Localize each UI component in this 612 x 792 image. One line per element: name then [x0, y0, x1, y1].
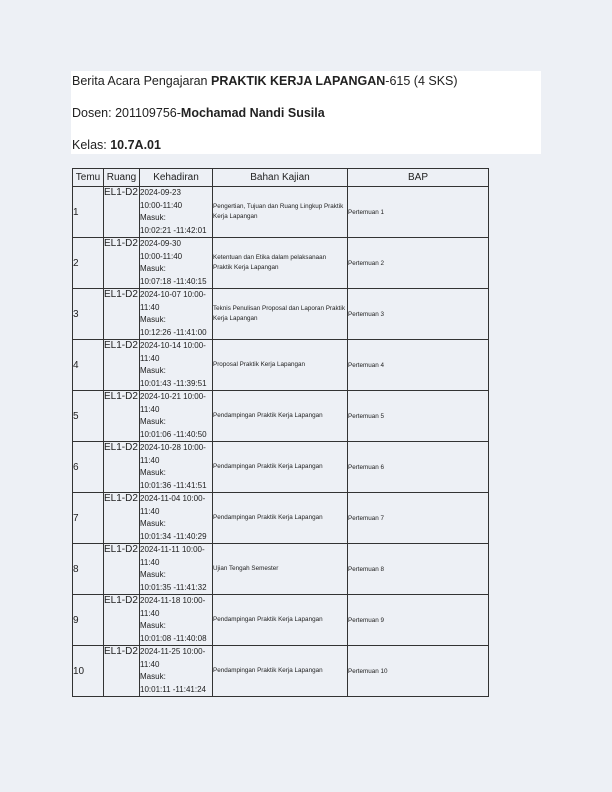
- cell-bahan-kajian: Ketentuan dan Etika dalam pelaksanaan Praktik Kerja Lapangan: [213, 238, 348, 289]
- cell-bap: Pertemuan 2: [348, 238, 489, 289]
- lecturer-label: Dosen:: [72, 106, 116, 120]
- kehadiran-schedule-1: 2024-10-28 10:00-: [140, 443, 206, 452]
- document-header: [71, 71, 541, 154]
- kehadiran-masuk-label: Masuk:: [140, 621, 166, 630]
- kehadiran-masuk-time: 10:01:08 -11:40:08: [140, 633, 207, 643]
- cell-temu: 3: [73, 289, 104, 340]
- kehadiran-masuk-time: 10:12:26 -11:41:00: [140, 327, 207, 337]
- table-row: [73, 238, 489, 289]
- cell-kehadiran: [140, 493, 213, 544]
- kehadiran-masuk-label: Masuk:: [140, 570, 166, 579]
- cell-ruang: EL1-D2: [104, 442, 140, 493]
- header-temu: Temu: [73, 169, 104, 187]
- cell-temu: 1: [73, 187, 104, 238]
- kehadiran-schedule-1: 2024-11-04 10:00-: [140, 494, 206, 503]
- header-bap: BAP: [348, 169, 489, 187]
- table-row: [73, 187, 489, 238]
- cell-bahan-kajian: Pendampingan Praktik Kerja Lapangan: [213, 442, 348, 493]
- kehadiran-masuk-time: 10:01:06 -11:40:50: [140, 429, 207, 439]
- cell-ruang: EL1-D2: [104, 238, 140, 289]
- kehadiran-schedule-2: 10:00-11:40: [140, 200, 183, 210]
- kehadiran-masuk-label: Masuk:: [140, 519, 166, 528]
- cell-kehadiran: [140, 442, 213, 493]
- cell-bahan-kajian: Proposal Praktik Kerja Lapangan: [213, 340, 348, 391]
- cell-kehadiran: [140, 289, 213, 340]
- class-value: 10.7A.01: [110, 138, 161, 152]
- cell-bahan-kajian: Pendampingan Praktik Kerja Lapangan: [213, 595, 348, 646]
- kehadiran-schedule-2: 11:40: [140, 557, 160, 567]
- course-code: -615 (4 SKS): [385, 74, 458, 88]
- header-ruang: Ruang: [104, 169, 140, 187]
- kehadiran-schedule-1: 2024-10-14 10:00-: [140, 341, 206, 350]
- kehadiran-schedule-1: 2024-09-30: [140, 239, 181, 248]
- kehadiran-schedule-1: 2024-11-11 10:00-: [140, 545, 205, 554]
- header-bahan-kajian: Bahan Kajian: [213, 169, 348, 187]
- kehadiran-masuk-time: 10:01:36 -11:41:51: [140, 480, 207, 490]
- kehadiran-schedule-1: 2024-09-23: [140, 188, 181, 197]
- cell-kehadiran: [140, 187, 213, 238]
- cell-bap: Pertemuan 7: [348, 493, 489, 544]
- cell-bap: Pertemuan 8: [348, 544, 489, 595]
- table-header-row: [73, 169, 489, 187]
- kehadiran-masuk-time: 10:07:18 -11:40:15: [140, 276, 207, 286]
- table-row: [73, 442, 489, 493]
- table-row: [73, 493, 489, 544]
- kehadiran-schedule-1: 2024-10-07 10:00-: [140, 290, 206, 299]
- header-kehadiran: Kehadiran: [140, 169, 213, 187]
- kehadiran-masuk-time: 10:01:11 -11:41:24: [140, 684, 206, 694]
- cell-kehadiran: [140, 544, 213, 595]
- cell-temu: 2: [73, 238, 104, 289]
- kehadiran-masuk-label: Masuk:: [140, 366, 166, 375]
- cell-ruang: EL1-D2: [104, 391, 140, 442]
- table-row: [73, 340, 489, 391]
- table-row: [73, 646, 489, 697]
- cell-temu: 10: [73, 646, 104, 697]
- kehadiran-masuk-label: Masuk:: [140, 672, 166, 681]
- lecturer-line: [72, 106, 325, 120]
- lecturer-id: 201109756-: [115, 106, 181, 120]
- cell-temu: 4: [73, 340, 104, 391]
- kehadiran-schedule-2: 11:40: [140, 608, 160, 618]
- cell-ruang: EL1-D2: [104, 544, 140, 595]
- cell-temu: 5: [73, 391, 104, 442]
- title-prefix: Berita Acara Pengajaran: [72, 74, 211, 88]
- cell-bahan-kajian: Teknis Penulisan Proposal dan Laporan Praktik Kerja Lapangan: [213, 289, 348, 340]
- table-row: [73, 289, 489, 340]
- cell-kehadiran: [140, 646, 213, 697]
- cell-bahan-kajian: Pengertian, Tujuan dan Ruang Lingkup Praktik Kerja Lapangan: [213, 187, 348, 238]
- cell-ruang: EL1-D2: [104, 646, 140, 697]
- kehadiran-schedule-2: 10:00-11:40: [140, 251, 183, 261]
- cell-ruang: EL1-D2: [104, 595, 140, 646]
- kehadiran-masuk-time: 10:02:21 -11:42:01: [140, 225, 207, 235]
- kehadiran-masuk-label: Masuk:: [140, 417, 166, 426]
- document-title: [72, 74, 458, 88]
- cell-bahan-kajian: Pendampingan Praktik Kerja Lapangan: [213, 391, 348, 442]
- table-row: [73, 391, 489, 442]
- cell-temu: 7: [73, 493, 104, 544]
- cell-ruang: EL1-D2: [104, 289, 140, 340]
- cell-temu: 6: [73, 442, 104, 493]
- kehadiran-masuk-label: Masuk:: [140, 213, 166, 222]
- cell-ruang: EL1-D2: [104, 493, 140, 544]
- cell-bap: Pertemuan 10: [348, 646, 489, 697]
- course-name: PRAKTIK KERJA LAPANGAN: [210, 74, 386, 88]
- cell-temu: 8: [73, 544, 104, 595]
- cell-bahan-kajian: Pendampingan Praktik Kerja Lapangan: [213, 493, 348, 544]
- kehadiran-masuk-time: 10:01:34 -11:40:29: [140, 531, 207, 541]
- kehadiran-masuk-time: 10:01:35 -11:41:32: [140, 582, 207, 592]
- kehadiran-schedule-1: 2024-11-25 10:00-: [140, 647, 206, 656]
- table-row: [73, 595, 489, 646]
- cell-temu: 9: [73, 595, 104, 646]
- kehadiran-schedule-2: 11:40: [140, 353, 160, 363]
- cell-bap: Pertemuan 9: [348, 595, 489, 646]
- cell-bahan-kajian: Pendampingan Praktik Kerja Lapangan: [213, 646, 348, 697]
- cell-bap: Pertemuan 4: [348, 340, 489, 391]
- kehadiran-schedule-2: 11:40: [140, 506, 160, 516]
- kehadiran-masuk-label: Masuk:: [140, 264, 166, 273]
- kehadiran-schedule-1: 2024-11-18 10:00-: [140, 596, 206, 605]
- kehadiran-schedule-2: 11:40: [140, 302, 160, 312]
- cell-bap: Pertemuan 3: [348, 289, 489, 340]
- cell-bap: Pertemuan 5: [348, 391, 489, 442]
- kehadiran-schedule-2: 11:40: [140, 455, 160, 465]
- cell-bap: Pertemuan 1: [348, 187, 489, 238]
- attendance-table: [72, 168, 489, 697]
- kehadiran-schedule-2: 11:40: [140, 659, 160, 669]
- kehadiran-schedule-2: 11:40: [140, 404, 160, 414]
- table-row: [73, 544, 489, 595]
- kehadiran-masuk-label: Masuk:: [140, 315, 166, 324]
- lecturer-name: Mochamad Nandi Susila: [180, 106, 325, 120]
- cell-kehadiran: [140, 595, 213, 646]
- kehadiran-masuk-label: Masuk:: [140, 468, 166, 477]
- class-line: [72, 138, 161, 152]
- cell-kehadiran: [140, 340, 213, 391]
- kehadiran-masuk-time: 10:01:43 -11:39:51: [140, 378, 207, 388]
- cell-ruang: EL1-D2: [104, 187, 140, 238]
- cell-bap: Pertemuan 6: [348, 442, 489, 493]
- cell-kehadiran: [140, 391, 213, 442]
- kehadiran-schedule-1: 2024-10-21 10:00-: [140, 392, 206, 401]
- cell-kehadiran: [140, 238, 213, 289]
- cell-ruang: EL1-D2: [104, 340, 140, 391]
- cell-bahan-kajian: Ujian Tengah Semester: [213, 544, 348, 595]
- class-label: Kelas:: [72, 138, 111, 152]
